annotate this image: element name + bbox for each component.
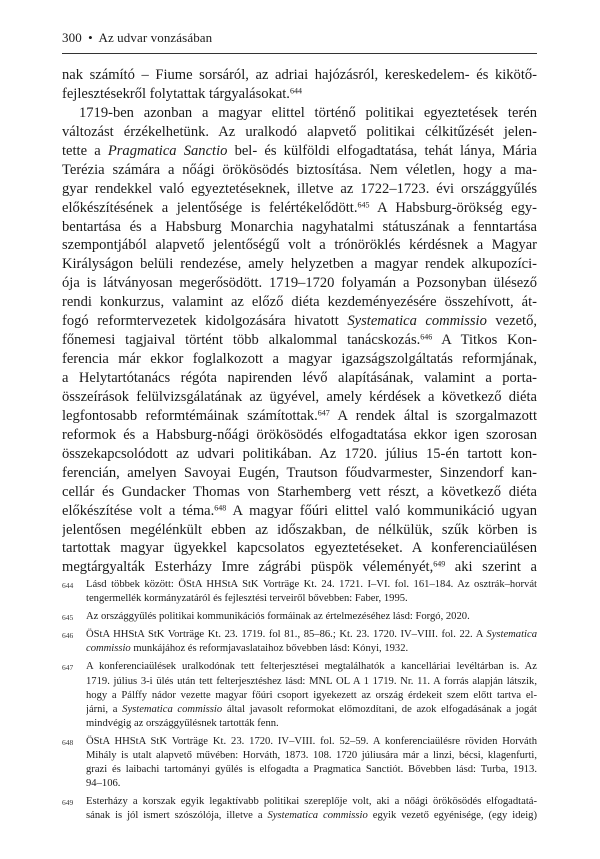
text-segment: ferencián, amelyen Savoyai Eugén, Trautson főudvarmester, Sinzendorf kan- [62,464,537,481]
text-segment: által javasolt reformokat előmozdítani, de azok elfogadásának a jogát [222,703,537,715]
text-segment: Az országgyűlés politikai kommunikációs formáinak az értelmezéséhez lásd: Forgó, 2020. [86,611,470,623]
text-segment: hogy a Pálffy nádor vezette magyar főúri csoport igyekezett az ország érdekeit szem előtt tartva el- [86,689,537,701]
footnote-line [86,809,537,823]
footnote-line [86,763,537,777]
text-line [62,199,537,218]
footnote [62,578,537,606]
text-line [62,180,537,199]
text-line [62,539,537,558]
footnote-line [86,660,537,674]
text-segment: ója is látványosan megerősödött. 1719–1720 folyamán a Pozsonyban ülésező [62,275,537,292]
text-segment: ferencia már ekkor foglalkozott a magyar igazságszolgáltatás reformjának, [62,351,537,368]
text-line [62,521,537,540]
text-segment: fejlesztésekről folytattak tárgyalásokat. [62,85,290,102]
text-line [62,218,537,237]
text-segment: 1719-ben azonban a magyar elittel történő politikai egyeztetések terén [79,104,537,121]
footnote-line [86,717,537,731]
text-line [62,350,537,369]
text-segment: bentartása és a Habsburg Monarchia nagyhatalmi státuszának a fenntartása [62,218,537,235]
text-line [62,142,537,161]
italic-term: Systematica commissio [267,810,368,822]
text-line [62,255,537,274]
text-segment: a Helytartótanács régóta napirenden lévő alapításának, valamint a porta- [62,370,537,386]
text-segment: bel- és külföldi elfogadtatása, tehát lánya, Mária [227,142,537,159]
footnote-line [86,777,537,791]
footnote [62,735,537,791]
footnote-line [86,578,537,592]
text-segment: legfontosabb reformtémáinak számítottak. [62,407,318,424]
footnote-ref: 648 [214,503,227,513]
text-segment: 1719. július 3-i ülés után tett felterjesztéshez lásd: MNL OL A 1 1719. Nr. 11. A forrás alapján látszik, [86,675,537,687]
text-line [62,104,537,123]
text-line [62,407,537,426]
text-segment: Terézia számára a nőági örökösödés biztosítása. Nem véletlen, hogy a ma- [62,161,537,178]
text-line [62,426,537,445]
text-segment: szempontjából alapvető jelentőségű volt a trónöröklés kérdésnek a Magyar [62,237,537,254]
text-segment: sának is jól ismert szószólója, illetve a [86,810,268,822]
text-segment: A magyar főúri elittel való kommunikáció ugyan [226,502,537,519]
footnote [62,628,537,656]
text-segment: aki szerint a [445,559,537,576]
text-line [62,558,537,577]
text-segment: Esterházy a korszak egyik legaktívabb politikai szereplője volt, aki a nőági örökösödés elfogadtatá- [86,796,537,808]
footnote-line [86,703,537,717]
text-line [62,161,537,180]
text-segment: reformok és a Habsburg-nőági örökösödés elfogadtatása ekkor igen szorosan [62,426,537,443]
footnote [62,795,537,823]
italic-term: Pragmatica Sanctio [107,142,228,159]
footnote-line [86,628,537,642]
text-segment: fogó reformtervezetek kidolgozására hivatott [62,313,348,330]
text-segment: cellár és Gundacker Thomas von Starhemberg vett részt, a következő diéta [62,483,537,500]
main-text [62,66,537,577]
footnote [62,610,537,624]
text-segment: Lásd többek között: ÖStA HHStA StK Vorträge Kt. 24. 1721. I–VI. fol. 161–184. Az osztrák–horvát [86,579,537,590]
text-line [62,483,537,502]
footnote-ref: 646 [420,332,433,342]
text-line [62,464,537,483]
page-number: 300 [62,30,82,45]
footnote-line [86,749,537,763]
text-segment: összeírások felülvizsgálatának az ügyével, amely kérdések a következő diéta [62,388,537,405]
footnote-ref: 645 [357,200,370,210]
italic-term: Systematica commissio [347,313,487,330]
footnote-line [86,610,537,624]
text-segment: jelentősen megélénkült ebben az időszakban, de nélkülük, szűk körben is [62,521,537,538]
header-rule [62,53,537,54]
text-line [62,293,537,312]
text-segment: Mihály is utalt alapvető művében: Horváth, 1873. 108. 1720 júliusára már a linzi, bécsi, klagenfurti, [86,750,537,762]
text-segment: A konferenciaülések uralkodónak tett felterjesztései megtalálhatók a kancelláriai levéltárban is. Az [86,661,537,673]
text-line [62,274,537,293]
footnote-line [86,795,537,809]
text-segment: változást érzékelhetünk. Az uralkodó alapvető politikai célkitűzését jelen- [62,123,537,140]
footnote-line [86,689,537,703]
footnote-number: 647 [62,663,74,673]
text-segment: főnemesi tagjaival történt több alkalommal tanácskozás. [62,332,421,349]
text-segment: tette a [62,142,108,159]
italic-term: Systematica commissio [122,703,223,715]
footnote-ref: 649 [433,559,446,569]
running-title: Az udvar vonzásában [98,30,213,45]
text-line [62,123,537,142]
footnote-number: 644 [62,581,74,590]
italic-term: Systematica [486,629,537,641]
text-segment: rendi konkurzus, valamint az előző diéta kezdeményezésére összehívott, át- [62,294,537,311]
footnote-number: 646 [62,631,74,641]
header-bullet: • [88,30,93,45]
italic-term: commissio [86,643,131,655]
text-segment: 94–106. [86,778,121,790]
text-segment: tartottak magyar ügyekkel kapcsolatos egyeztetéseket. A konferenciaülésen [62,540,537,557]
text-line [62,236,537,255]
footnote-line [86,592,537,606]
text-segment: Királyságon belüli rendezése, amely helyzetben a magyar rendek alkupozíci- [62,256,537,273]
text-line [62,331,537,350]
footnote-number: 648 [62,737,74,747]
footnote [62,660,537,730]
footnote-line [86,642,537,656]
text-segment: előkészítése volt a téma. [62,502,215,519]
text-segment: előkészítésének a jelentősége is felértékelődött. [62,199,358,216]
text-segment: mindvégig az országgyűlésnek tartották fenn. [86,717,279,729]
text-segment: A rendek által is szorgalmazott [329,407,537,424]
text-line [62,66,537,85]
text-segment: megtárgyalták Esterházy Imre zágrábi püspök véleményét, [62,559,434,576]
text-segment: összekapcsolódott az udvari politikában. Az 1720. július 15-én tartott kon- [62,445,537,462]
text-segment: nak számító – Fiume sorsáról, az adriai hajózásról, kereskedelem- és kikötő- [62,67,537,83]
footnote-number: 649 [62,798,74,808]
text-segment: grazi és laibachi tartományi gyűlés is elfogadta a Pragmatica Sanctiót. Bővebben lásd: Turba, 1913. [86,764,537,776]
text-line [62,502,537,521]
text-segment: tengermellék kormányzatáról és fejlesztési terveiről bővebben: Faber, 1995. [86,593,408,605]
footnote-number: 645 [62,613,74,623]
footnote-ref: 647 [317,408,330,418]
text-segment: járni, a [86,703,123,715]
text-line [62,388,537,407]
text-segment: munkájához és reformjavaslataihoz bővebben lásd: Kónyi, 1932. [130,643,409,655]
text-segment: gyar rendekkel való egyeztetéseknek, illetve az 1722–1723. évi országgyűlés [62,180,537,197]
footnote-line [86,735,537,749]
text-line [62,312,537,331]
text-line [62,369,537,388]
text-segment: A Habsburg-örökség egy- [369,199,537,216]
text-segment: ÖStA HHStA StK Vorträge Kt. 23. 1720. IV–VIII. fol. 52–59. A konferenciaülésre röviden Horváth [86,735,537,747]
text-segment: vezető, [486,313,537,330]
text-line [62,445,537,464]
text-segment: ÖStA HHStA StK Vorträge Kt. 23. 1719. fol 81., 85–86.; Kt. 23. 1720. IV–VIII. fol. 22. A [86,629,487,641]
running-header [62,30,212,46]
footnotes [62,578,537,828]
text-segment: egyik vezető egyénisége, (egy ideig) [367,810,537,822]
footnote-ref: 644 [289,86,302,96]
text-line [62,85,537,104]
text-segment: A Titkos Kon- [432,332,537,349]
footnote-line [86,675,537,689]
